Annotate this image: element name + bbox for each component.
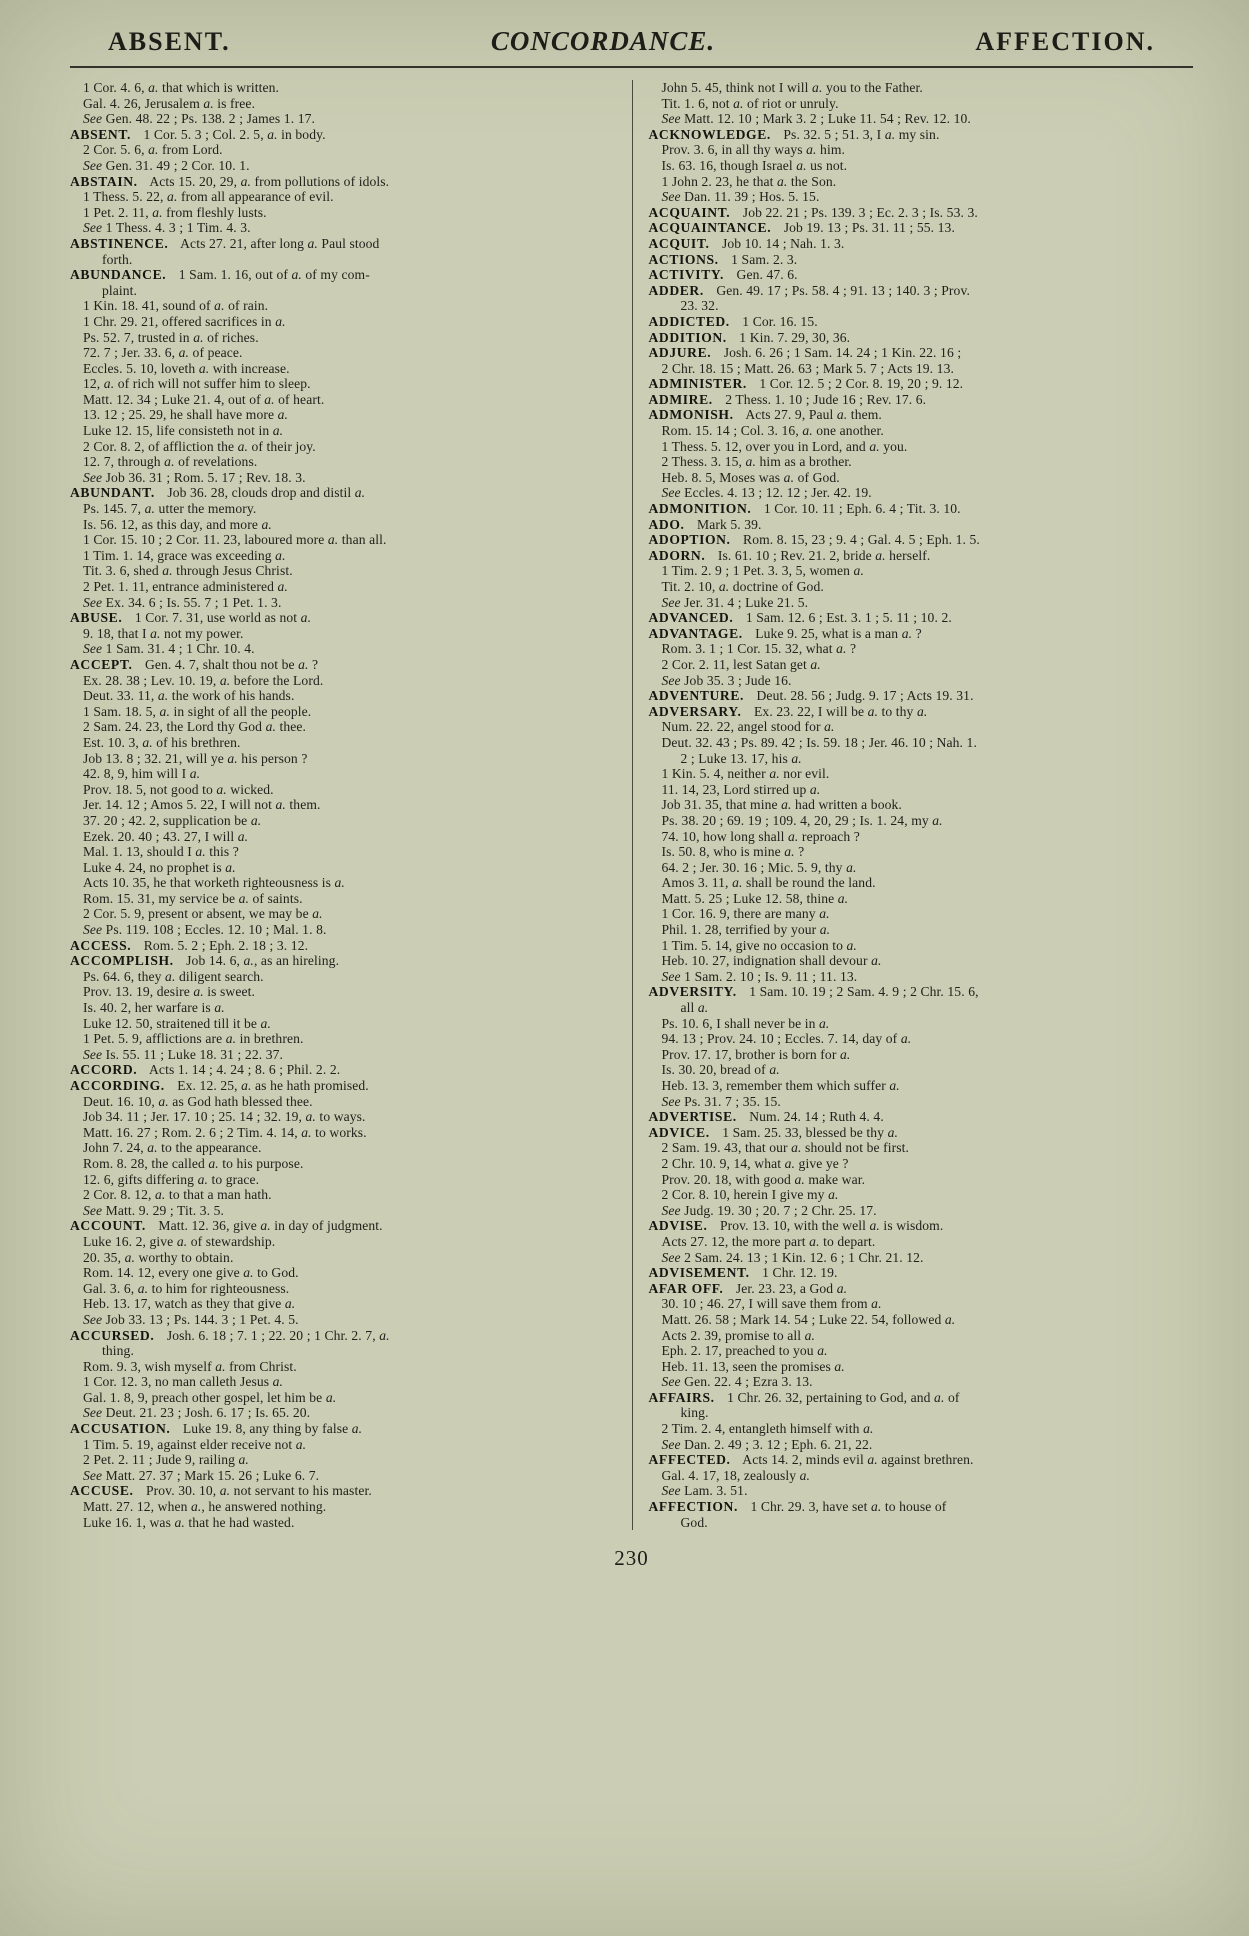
concordance-line: plaint.	[102, 282, 138, 298]
text-columns	[70, 80, 1193, 1530]
concordance-line: 30. 10 ; 46. 27, I will save them from a.	[661, 1296, 882, 1312]
concordance-line: Matt. 27. 12, when a., he answered nothing.	[83, 1499, 327, 1515]
concordance-line: 11. 14, 23, Lord stirred up a.	[661, 781, 821, 797]
concordance-line: See 1 Sam. 31. 4 ; 1 Chr. 10. 4.	[83, 641, 255, 657]
concordance-line: ADVERSITY. 1 Sam. 10. 19 ; 2 Sam. 4. 9 ; 2 Chr. 15. 6,	[648, 984, 979, 1000]
concordance-line: Is. 50. 8, who is mine a. ?	[661, 844, 805, 860]
concordance-line: See Matt. 9. 29 ; Tit. 3. 5.	[83, 1202, 225, 1218]
concordance-line: 2 Cor. 5. 9, present or absent, we may be a.	[83, 906, 323, 922]
concordance-line: John 5. 45, think not I will a. you to the Father.	[661, 80, 923, 95]
column-right	[632, 80, 1194, 1530]
concordance-line: See Matt. 12. 10 ; Mark 3. 2 ; Luke 11. 54 ; Rev. 12. 10.	[661, 111, 971, 127]
concordance-line: 2 Tim. 2. 4, entangleth himself with a.	[661, 1421, 874, 1437]
concordance-line: Matt. 16. 27 ; Rom. 2. 6 ; 2 Tim. 4. 14, a. to works.	[83, 1124, 367, 1140]
concordance-line: 1 Kin. 18. 41, sound of a. of rain.	[83, 298, 269, 314]
concordance-line: See Ex. 34. 6 ; Is. 55. 7 ; 1 Pet. 1. 3.	[83, 594, 282, 610]
concordance-line: Prov. 17. 17, brother is born for a.	[661, 1046, 851, 1062]
concordance-line: Rom. 15. 31, my service be a. of saints.	[83, 890, 303, 906]
concordance-line: 1 Tim. 2. 9 ; 1 Pet. 3. 3, 5, women a.	[661, 563, 864, 579]
concordance-line: 42. 8, 9, him will I a.	[83, 766, 201, 782]
concordance-line: 1 Thess. 5. 22, a. from all appearance of evil.	[83, 189, 334, 205]
concordance-line: 1 Cor. 16. 9, there are many a.	[661, 906, 830, 922]
running-head-left: ABSENT.	[108, 27, 231, 56]
concordance-line: ADDER. Gen. 49. 17 ; Ps. 58. 4 ; 91. 13 ; 140. 3 ; Prov.	[648, 282, 970, 298]
concordance-line: Acts 27. 12, the more part a. to depart.	[661, 1233, 876, 1249]
concordance-line: Prov. 3. 6, in all thy ways a. him.	[661, 142, 846, 158]
concordance-line: Rom. 14. 12, every one give a. to God.	[83, 1265, 299, 1281]
concordance-line: See 1 Sam. 2. 10 ; Is. 9. 11 ; 11. 13.	[661, 968, 858, 984]
concordance-line: ADOPTION. Rom. 8. 15, 23 ; 9. 4 ; Gal. 4. 5 ; Eph. 1. 5.	[648, 532, 980, 548]
concordance-line: thing.	[102, 1343, 134, 1359]
concordance-line: Is. 56. 12, as this day, and more a.	[83, 516, 272, 532]
concordance-line: Gal. 3. 6, a. to him for righteousness.	[83, 1280, 290, 1296]
concordance-line: ACCURSED. Josh. 6. 18 ; 7. 1 ; 22. 20 ; 1 Chr. 2. 7, a.	[70, 1327, 390, 1343]
concordance-line: See Ps. 119. 108 ; Eccles. 12. 10 ; Mal. 1. 8.	[83, 922, 327, 938]
concordance-line: See 1 Thess. 4. 3 ; 1 Tim. 4. 3.	[83, 220, 251, 236]
concordance-line: Luke 4. 24, no prophet is a.	[83, 859, 236, 875]
concordance-line: ACCESS. Rom. 5. 2 ; Eph. 2. 18 ; 3. 12.	[70, 937, 309, 953]
concordance-line: ABUNDANCE. 1 Sam. 1. 16, out of a. of my com-	[70, 267, 370, 283]
concordance-line: See Matt. 27. 37 ; Mark 15. 26 ; Luke 6. 7.	[83, 1467, 320, 1483]
page-number: 230	[614, 1546, 649, 1571]
concordance-line: forth.	[102, 251, 133, 267]
concordance-line: Prov. 13. 19, desire a. is sweet.	[83, 984, 255, 1000]
concordance-line: 1 Cor. 12. 3, no man calleth Jesus a.	[83, 1374, 284, 1390]
concordance-line: ABSTAIN. Acts 15. 20, 29, a. from pollutions of idols.	[70, 173, 390, 189]
concordance-line: AFFECTED. Acts 14. 2, minds evil a. against brethren.	[648, 1452, 974, 1468]
concordance-line: Est. 10. 3, a. of his brethren.	[83, 734, 241, 750]
concordance-line: ABUSE. 1 Cor. 7. 31, use world as not a.	[70, 610, 312, 626]
concordance-line: Tit. 1. 6, not a. of riot or unruly.	[661, 95, 839, 111]
concordance-line: ACQUAINT. Job 22. 21 ; Ps. 139. 3 ; Ec. 2. 3 ; Is. 53. 3.	[648, 204, 978, 220]
concordance-line: See Judg. 19. 30 ; 20. 7 ; 2 Chr. 25. 17.	[661, 1202, 877, 1218]
concordance-line: ADVENTURE. Deut. 28. 56 ; Judg. 9. 17 ; Acts 19. 31.	[648, 688, 974, 704]
concordance-line: 2 Thess. 3. 15, a. him as a brother.	[661, 454, 852, 470]
running-head-right: AFFECTION.	[975, 27, 1155, 56]
concordance-line: 94. 13 ; Prov. 24. 10 ; Eccles. 7. 14, day of a.	[661, 1031, 912, 1047]
concordance-line: 12. 7, through a. of revelations.	[83, 454, 258, 470]
concordance-line: Ps. 64. 6, they a. diligent search.	[83, 968, 264, 984]
concordance-line: Jer. 14. 12 ; Amos 5. 22, I will not a. them.	[83, 797, 321, 813]
concordance-line: John 7. 24, a. to the appearance.	[83, 1140, 262, 1156]
concordance-line: 1 Chr. 29. 21, offered sacrifices in a.	[83, 313, 286, 329]
concordance-line: 2 Pet. 2. 11 ; Jude 9, railing a.	[83, 1452, 249, 1468]
concordance-line: Ps. 10. 6, I shall never be in a.	[661, 1015, 830, 1031]
concordance-line: See Job 35. 3 ; Jude 16.	[661, 672, 792, 688]
concordance-line: ADMINISTER. 1 Cor. 12. 5 ; 2 Cor. 8. 19, 20 ; 9. 12.	[648, 376, 964, 392]
concordance-line: See Jer. 31. 4 ; Luke 21. 5.	[661, 594, 809, 610]
concordance-line: See Dan. 11. 39 ; Hos. 5. 15.	[661, 189, 820, 205]
concordance-line: 1 Tim. 5. 14, give no occasion to a.	[661, 937, 857, 953]
concordance-line: 37. 20 ; 42. 2, supplication be a.	[83, 812, 262, 828]
concordance-line: Heb. 13. 3, remember them which suffer a.	[661, 1078, 900, 1093]
concordance-line: Phil. 1. 28, terrified by your a.	[661, 922, 831, 938]
concordance-line: ADO. Mark 5. 39.	[648, 516, 762, 532]
concordance-line: Gal. 4. 17, 18, zealously a.	[661, 1467, 811, 1483]
concordance-line: ADORN. Is. 61. 10 ; Rev. 21. 2, bride a. herself.	[648, 547, 931, 563]
concordance-line: ADMONISH. Acts 27. 9, Paul a. them.	[648, 407, 882, 423]
concordance-line: ADVISE. Prov. 13. 10, with the well a. is wisdom.	[648, 1218, 944, 1234]
concordance-line: Num. 22. 22, angel stood for a.	[661, 719, 835, 735]
running-header	[70, 26, 1193, 62]
concordance-line: See Gen. 31. 49 ; 2 Cor. 10. 1.	[83, 157, 250, 173]
concordance-line: 1 Tim. 5. 19, against elder receive not a.	[83, 1436, 307, 1452]
concordance-line: Rom. 3. 1 ; 1 Cor. 15. 32, what a. ?	[661, 641, 857, 657]
concordance-line: Rom. 15. 14 ; Col. 3. 16, a. one another.	[661, 423, 884, 439]
concordance-line: Gal. 1. 8, 9, preach other gospel, let him be a.	[83, 1389, 337, 1405]
concordance-line: ADVERSARY. Ex. 23. 22, I will be a. to thy a.	[648, 703, 928, 719]
concordance-line: 72. 7 ; Jer. 33. 6, a. of peace.	[83, 345, 243, 361]
concordance-line: 2 Chr. 10. 9, 14, what a. give ye ?	[661, 1155, 849, 1171]
concordance-line: Heb. 13. 17, watch as they that give a.	[83, 1296, 296, 1312]
concordance-line: ACTIONS. 1 Sam. 2. 3.	[648, 251, 798, 267]
concordance-line: 1 Kin. 5. 4, neither a. nor evil.	[661, 766, 830, 782]
concordance-line: ADVICE. 1 Sam. 25. 33, blessed be thy a.	[648, 1124, 898, 1140]
concordance-line: 1 John 2. 23, he that a. the Son.	[661, 173, 837, 189]
concordance-line: Job 34. 11 ; Jer. 17. 10 ; 25. 14 ; 32. 19, a. to ways.	[83, 1109, 366, 1125]
concordance-line: See Dan. 2. 49 ; 3. 12 ; Eph. 6. 21, 22.	[661, 1436, 873, 1452]
concordance-line: ADVISEMENT. 1 Chr. 12. 19.	[648, 1265, 838, 1281]
concordance-line: Eph. 2. 17, preached to you a.	[661, 1343, 828, 1359]
concordance-line: ABUNDANT. Job 36. 28, clouds drop and distil a.	[70, 485, 366, 501]
concordance-line: 1 Cor. 4. 6, a. that which is written.	[83, 80, 279, 95]
concordance-line: Acts 10. 35, he that worketh righteousness is a.	[83, 875, 345, 891]
concordance-line: Luke 12. 15, life consisteth not in a.	[83, 423, 284, 439]
concordance-line: See Lam. 3. 51.	[661, 1483, 748, 1499]
concordance-line: 1 Sam. 18. 5, a. in sight of all the people.	[83, 703, 312, 719]
concordance-line: ABSENT. 1 Cor. 5. 3 ; Col. 2. 5, a. in body.	[70, 126, 326, 142]
concordance-line: 2 Cor. 8. 10, herein I give my a.	[661, 1187, 839, 1203]
concordance-line: ADMONITION. 1 Cor. 10. 11 ; Eph. 6. 4 ; Tit. 3. 10.	[648, 501, 961, 517]
concordance-line: Deut. 16. 10, a. as God hath blessed thee.	[83, 1093, 313, 1109]
concordance-line: 64. 2 ; Jer. 30. 16 ; Mic. 5. 9, thy a.	[661, 859, 857, 875]
concordance-line: 74. 10, how long shall a. reproach ?	[661, 828, 860, 844]
header-rule	[70, 66, 1193, 68]
concordance-line: 2 Cor. 2. 11, lest Satan get a.	[661, 656, 821, 672]
concordance-line: Ps. 38. 20 ; 69. 19 ; 109. 4, 20, 29 ; Is. 1. 24, my a.	[661, 812, 943, 828]
concordance-line: Prov. 18. 5, not good to a. wicked.	[83, 781, 274, 797]
concordance-line: See 2 Sam. 24. 13 ; 1 Kin. 12. 6 ; 1 Chr. 21. 12.	[661, 1249, 924, 1265]
concordance-line: See Eccles. 4. 13 ; 12. 12 ; Jer. 42. 19.	[661, 485, 872, 501]
concordance-line: 2 Sam. 19. 43, that our a. should not be first.	[661, 1140, 910, 1156]
page-title: CONCORDANCE.	[490, 26, 716, 56]
concordance-line: Heb. 11. 13, seen the promises a.	[661, 1358, 845, 1374]
concordance-line: See Gen. 48. 22 ; Ps. 138. 2 ; James 1. 17.	[83, 111, 315, 127]
concordance-line: 2 Chr. 18. 15 ; Matt. 26. 63 ; Mark 5. 7 ; Acts 19. 13.	[661, 360, 954, 376]
concordance-line: See Gen. 22. 4 ; Ezra 3. 13.	[661, 1374, 813, 1390]
concordance-line: Eccles. 5. 10, loveth a. with increase.	[83, 360, 290, 376]
concordance-line: Luke 16. 1, was a. that he had wasted.	[83, 1514, 295, 1530]
concordance-line: Tit. 3. 6, shed a. through Jesus Christ.	[83, 563, 293, 579]
concordance-line: ACCORDING. Ex. 12. 25, a. as he hath promised.	[70, 1078, 369, 1093]
concordance-line: ACCOUNT. Matt. 12. 36, give a. in day of judgment.	[70, 1218, 383, 1234]
concordance-line: AFAR OFF. Jer. 23. 23, a God a.	[648, 1280, 848, 1296]
concordance-line: ACCORD. Acts 1. 14 ; 4. 24 ; 8. 6 ; Phil. 2. 2.	[70, 1062, 341, 1078]
concordance-line: king.	[680, 1405, 709, 1421]
concordance-line: Ps. 145. 7, a. utter the memory.	[83, 501, 257, 517]
concordance-line: Matt. 5. 25 ; Luke 12. 58, thine a.	[661, 890, 849, 906]
concordance-line: ACCUSE. Prov. 30. 10, a. not servant to his master.	[70, 1483, 372, 1499]
concordance-line: Job 31. 35, that mine a. had written a book.	[661, 797, 902, 813]
concordance-line: See Deut. 21. 23 ; Josh. 6. 17 ; Is. 65. 20.	[83, 1405, 311, 1421]
concordance-line: Heb. 10. 27, indignation shall devour a.	[661, 953, 882, 969]
concordance-line: ADJURE. Josh. 6. 26 ; 1 Sam. 14. 24 ; 1 Kin. 22. 16 ;	[648, 345, 962, 361]
concordance-line: ADDICTED. 1 Cor. 16. 15.	[648, 313, 818, 329]
concordance-line: ABSTINENCE. Acts 27. 21, after long a. Paul stood	[70, 235, 380, 251]
concordance-line: 2 Sam. 24. 23, the Lord thy God a. thee.	[83, 719, 307, 735]
concordance-line: 9. 18, that I a. not my power.	[83, 625, 244, 641]
concordance-line: See Is. 55. 11 ; Luke 18. 31 ; 22. 37.	[83, 1046, 284, 1062]
concordance-line: ACTIVITY. Gen. 47. 6.	[648, 267, 798, 283]
concordance-line: 1 Pet. 2. 11, a. from fleshly lusts.	[83, 204, 267, 220]
concordance-line: Ezek. 20. 40 ; 43. 27, I will a.	[83, 828, 249, 844]
concordance-line: 12. 6, gifts differing a. to grace.	[83, 1171, 260, 1187]
concordance-line: Heb. 8. 5, Moses was a. of God.	[661, 469, 840, 485]
concordance-line: ADMIRE. 2 Thess. 1. 10 ; Jude 16 ; Rev. 17. 6.	[648, 391, 927, 407]
concordance-line: 2 Cor. 5. 6, a. from Lord.	[83, 142, 223, 158]
concordance-line: 2 Pet. 1. 11, entrance administered a.	[83, 579, 288, 594]
concordance-line: ACCUSATION. Luke 19. 8, any thing by false a.	[70, 1421, 363, 1437]
concordance-line: Matt. 26. 58 ; Mark 14. 54 ; Luke 22. 54, followed a.	[661, 1311, 956, 1327]
concordance-line: Luke 12. 50, straitened till it be a.	[83, 1015, 271, 1031]
concordance-line: See Job 36. 31 ; Rom. 5. 17 ; Rev. 18. 3.	[83, 469, 306, 485]
concordance-line: Deut. 33. 11, a. the work of his hands.	[83, 688, 295, 704]
concordance-line: Amos 3. 11, a. shall be round the land.	[661, 875, 876, 891]
concordance-line: 1 Cor. 15. 10 ; 2 Cor. 11. 23, laboured more a. than all.	[83, 532, 387, 548]
concordance-line: Is. 40. 2, her warfare is a.	[83, 1000, 225, 1016]
concordance-line: Acts 2. 39, promise to all a.	[661, 1327, 816, 1343]
concordance-line: 20. 35, a. worthy to obtain.	[83, 1249, 234, 1265]
concordance-line: Luke 16. 2, give a. of stewardship.	[83, 1233, 276, 1249]
concordance-line: Ps. 52. 7, trusted in a. of riches.	[83, 329, 259, 345]
concordance-line: ACKNOWLEDGE. Ps. 32. 5 ; 51. 3, I a. my sin.	[648, 126, 940, 142]
concordance-line: Rom. 9. 3, wish myself a. from Christ.	[83, 1358, 297, 1374]
concordance-line: 2 ; Luke 13. 17, his a.	[680, 750, 802, 766]
concordance-line: See Ps. 31. 7 ; 35. 15.	[661, 1093, 781, 1109]
concordance-line: 1 Thess. 5. 12, over you in Lord, and a. you.	[661, 438, 908, 454]
concordance-line: 2 Cor. 8. 2, of affliction the a. of their joy.	[83, 438, 316, 454]
concordance-line: Rom. 8. 28, the called a. to his purpose.	[83, 1155, 304, 1171]
concordance-line: Tit. 2. 10, a. doctrine of God.	[661, 579, 824, 594]
concordance-line: 1 Tim. 1. 14, grace was exceeding a.	[83, 547, 286, 563]
concordance-line: all a.	[680, 1000, 709, 1016]
concordance-line: 23. 32.	[680, 298, 719, 314]
concordance-line: ACQUIT. Job 10. 14 ; Nah. 1. 3.	[648, 235, 845, 251]
concordance-line: Matt. 12. 34 ; Luke 21. 4, out of a. of heart.	[83, 391, 325, 407]
concordance-line: 2 Cor. 8. 12, a. to that a man hath.	[83, 1187, 272, 1203]
concordance-line: ACCOMPLISH. Job 14. 6, a., as an hireling.	[70, 953, 340, 969]
concordance-line: ADVERTISE. Num. 24. 14 ; Ruth 4. 4.	[648, 1109, 884, 1125]
concordance-line: 13. 12 ; 25. 29, he shall have more a.	[83, 407, 289, 423]
concordance-line: ACCEPT. Gen. 4. 7, shalt thou not be a. ?	[70, 656, 319, 672]
concordance-line: See Job 33. 13 ; Ps. 144. 3 ; 1 Pet. 4. 5.	[83, 1311, 299, 1327]
concordance-line: 1 Pet. 5. 9, afflictions are a. in brethren.	[83, 1031, 304, 1047]
concordance-line: Is. 63. 16, though Israel a. us not.	[661, 157, 848, 173]
concordance-line: Gal. 4. 26, Jerusalem a. is free.	[83, 95, 256, 111]
concordance-line: AFFAIRS. 1 Chr. 26. 32, pertaining to God, and a. of	[648, 1389, 960, 1405]
column-left	[70, 80, 632, 1530]
concordance-line: AFFECTION. 1 Chr. 29. 3, have set a. to house of	[648, 1499, 947, 1515]
concordance-line: ADVANTAGE. Luke 9. 25, what is a man a. ?	[648, 625, 922, 641]
concordance-line: Prov. 20. 18, with good a. make war.	[661, 1171, 866, 1187]
concordance-line: Job 13. 8 ; 32. 21, will ye a. his person ?	[83, 750, 308, 766]
concordance-line: ADVANCED. 1 Sam. 12. 6 ; Est. 3. 1 ; 5. 11 ; 10. 2.	[648, 610, 952, 626]
concordance-line: Ex. 28. 38 ; Lev. 10. 19, a. before the Lord.	[83, 672, 324, 688]
concordance-line: 12, a. of rich will not suffer him to sleep.	[83, 376, 311, 392]
concordance-line: Is. 30. 20, bread of a.	[661, 1062, 780, 1078]
concordance-line: ADDITION. 1 Kin. 7. 29, 30, 36.	[648, 329, 851, 345]
concordance-line: Mal. 1. 13, should I a. this ?	[83, 844, 239, 860]
concordance-line: Deut. 32. 43 ; Ps. 89. 42 ; Is. 59. 18 ; Jer. 46. 10 ; Nah. 1.	[661, 734, 977, 750]
concordance-line: God.	[680, 1514, 708, 1530]
concordance-line: ACQUAINTANCE. Job 19. 13 ; Ps. 31. 11 ; 55. 13.	[648, 220, 955, 236]
